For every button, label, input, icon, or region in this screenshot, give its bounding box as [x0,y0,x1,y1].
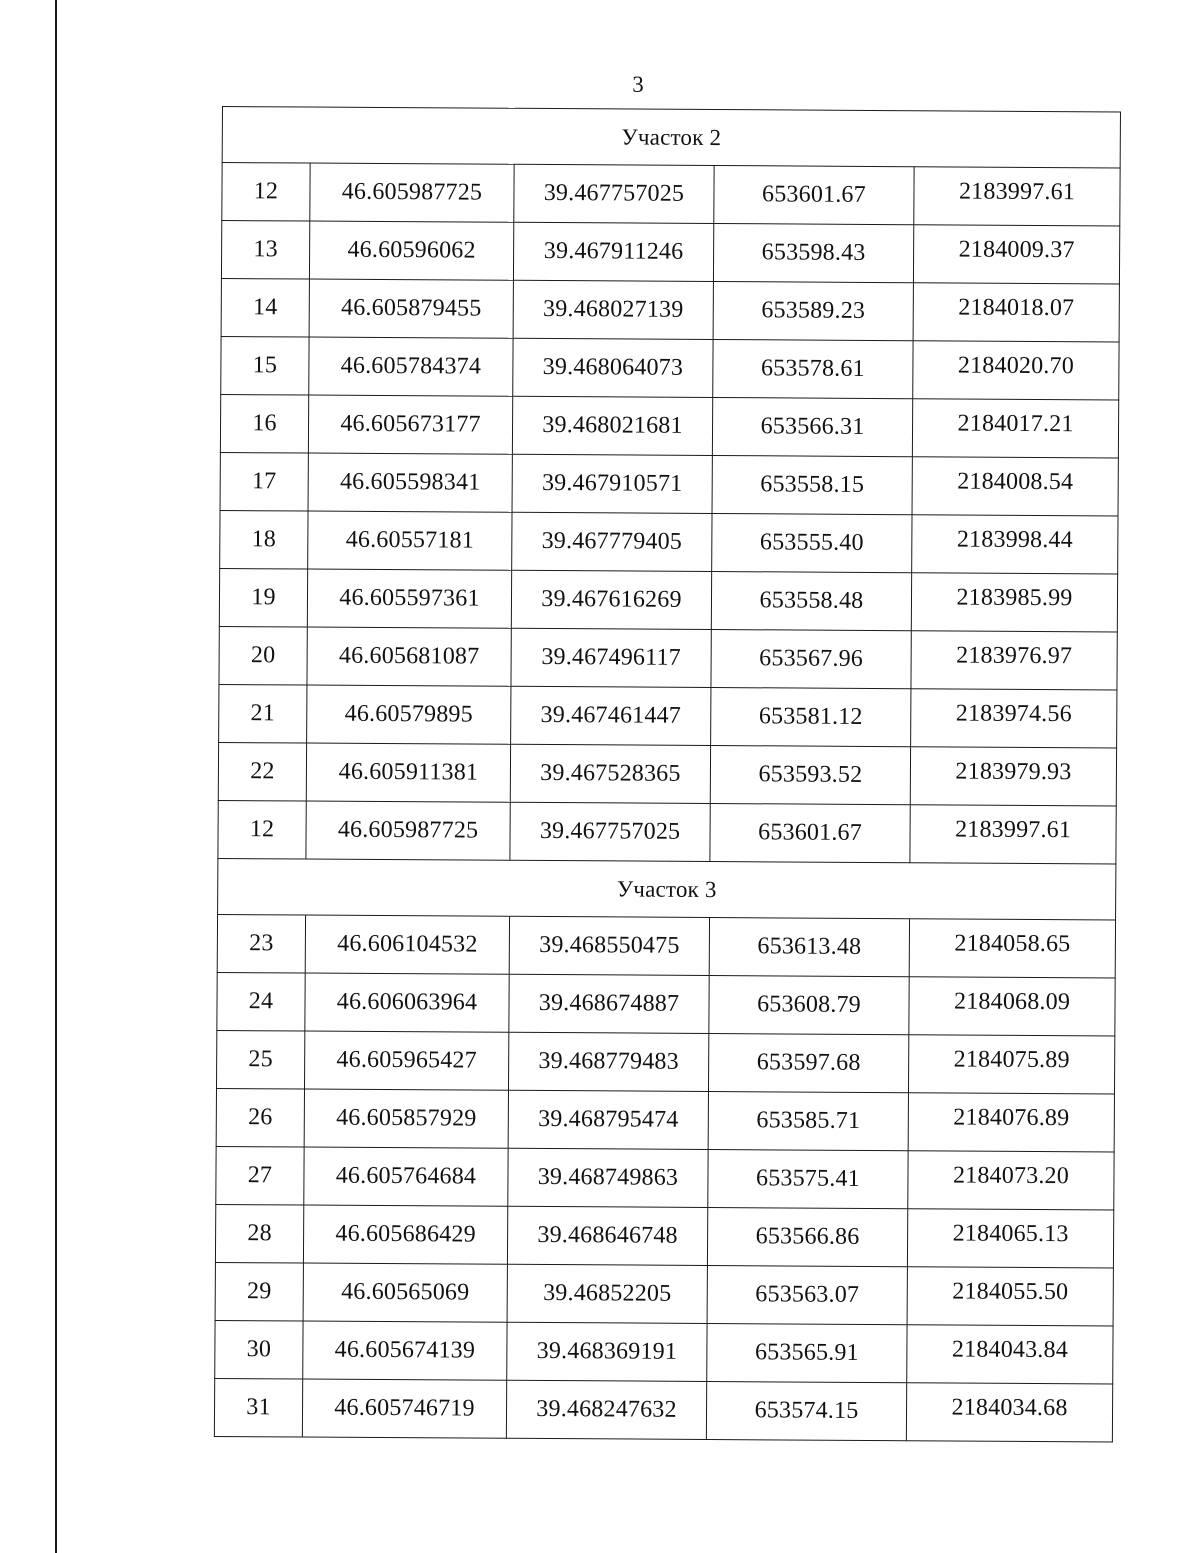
x-coordinate-cell: 653566.31 [712,398,912,457]
y-coordinate-cell [908,1151,1114,1210]
latitude-cell: 46.605686429 [303,1205,507,1264]
table-row [216,1030,1114,1093]
coordinates-table [214,106,1121,1442]
point-number-cell: 22 [218,742,306,801]
x-coordinate-cell: 653597.68 [708,1033,908,1092]
y-coordinate-value: 2184020.70 [957,352,1075,380]
x-coordinate-cell: 653558.48 [711,571,911,630]
longitude-cell: 39.468646748 [507,1206,707,1265]
longitude-cell: 39.467496117 [511,628,711,687]
latitude-cell: 46.60557181 [308,511,512,570]
y-coordinate-value: 2184043.84 [951,1336,1069,1364]
latitude-cell: 46.605681087 [307,627,511,686]
y-coordinate-cell [911,573,1117,632]
longitude-cell: 39.467910571 [512,454,712,513]
latitude-cell: 46.60579895 [307,685,511,744]
point-number-cell: 25 [216,1030,304,1089]
y-coordinate-value: 2183985.99 [956,584,1073,612]
longitude-cell: 39.468779483 [508,1032,708,1091]
y-coordinate-value: 2184076.89 [953,1104,1070,1132]
longitude-cell: 39.467461447 [511,686,711,745]
y-coordinate-value: 2184034.68 [951,1394,1068,1422]
y-coordinate-cell [909,919,1115,978]
point-number-cell: 17 [220,452,308,511]
coordinates-table-body [214,107,1120,1442]
latitude-cell: 46.605784374 [309,337,513,396]
x-coordinate-cell: 653593.52 [710,745,910,804]
point-number-cell: 19 [219,568,307,627]
x-coordinate-cell: 653575.41 [708,1149,908,1208]
x-coordinate-cell: 653589.23 [713,282,913,341]
longitude-cell: 39.468369191 [507,1322,707,1381]
table-row [219,684,1117,747]
latitude-cell: 46.605987725 [310,163,514,222]
section-header-row [222,107,1120,168]
y-coordinate-cell [907,1209,1113,1268]
point-number-cell: 20 [219,626,307,685]
y-coordinate-cell [912,399,1118,458]
y-coordinate-cell [908,1093,1114,1152]
page-number: 3 [632,72,644,97]
table-row [217,972,1115,1035]
x-coordinate-cell: 653555.40 [712,514,912,573]
longitude-cell: 39.467616269 [511,570,711,629]
y-coordinate-value: 2184068.09 [953,988,1071,1016]
latitude-cell: 46.606063964 [305,973,509,1032]
point-number-cell: 16 [220,394,308,453]
point-number-cell: 26 [216,1088,304,1147]
latitude-cell: 46.605987725 [306,801,510,860]
longitude-cell: 39.467528365 [510,744,710,803]
point-number-cell: 13 [221,221,309,280]
y-coordinate-value: 2183997.61 [958,178,1076,206]
x-coordinate-cell: 653558.15 [712,456,912,515]
latitude-cell: 46.605597361 [307,569,511,628]
table-row [215,1262,1113,1325]
table-row [216,1088,1114,1151]
section-title: Участок 2 [222,107,1120,168]
y-coordinate-value: 2184075.89 [953,1046,1070,1074]
table-row [214,1378,1112,1441]
x-coordinate-cell: 653581.12 [711,687,911,746]
table-row [216,1146,1114,1209]
point-number-cell: 31 [214,1378,302,1437]
table-row [220,510,1118,573]
point-number-cell: 23 [217,914,305,973]
y-coordinate-cell [913,225,1119,284]
table-row [218,742,1116,805]
table-row [218,800,1116,863]
y-coordinate-cell [912,457,1118,516]
longitude-cell: 39.467911246 [513,222,713,281]
x-coordinate-cell: 653601.67 [710,803,910,862]
y-coordinate-value: 2184055.50 [952,1278,1069,1306]
table-row [219,568,1117,631]
y-coordinate-cell [908,1035,1114,1094]
y-coordinate-value: 2184017.21 [957,410,1074,438]
point-number-cell: 12 [218,800,306,859]
table-row [221,221,1119,284]
y-coordinate-value: 2183997.61 [955,816,1072,844]
latitude-cell: 46.605673177 [308,395,512,454]
x-coordinate-cell: 653578.61 [713,340,913,399]
y-coordinate-cell [907,1267,1113,1326]
latitude-cell: 46.605746719 [302,1379,506,1438]
y-coordinate-cell [910,805,1116,864]
latitude-cell: 46.60596062 [309,221,513,280]
point-number-cell: 30 [215,1320,303,1379]
latitude-cell: 46.605674139 [303,1321,507,1380]
latitude-cell: 46.605857929 [304,1089,508,1148]
x-coordinate-cell: 653567.96 [711,629,911,688]
table-row [222,163,1120,226]
longitude-cell: 39.468749863 [508,1148,708,1207]
y-coordinate-value: 2184018.07 [958,294,1075,322]
longitude-cell: 39.468064073 [513,338,713,397]
x-coordinate-cell: 653608.79 [709,975,909,1034]
latitude-cell: 46.605764684 [304,1147,508,1206]
y-coordinate-value: 2184009.37 [958,236,1075,264]
x-coordinate-cell: 653601.67 [714,166,914,225]
latitude-cell: 46.606104532 [305,915,509,974]
point-number-cell: 15 [221,336,309,395]
y-coordinate-cell [914,167,1120,226]
x-coordinate-cell: 653574.15 [706,1381,906,1440]
x-coordinate-cell: 653566.86 [707,1207,907,1266]
table-row [219,626,1117,689]
y-coordinate-value: 2183974.56 [955,700,1072,728]
longitude-cell: 39.468027139 [513,280,713,339]
point-number-cell: 28 [215,1204,303,1263]
x-coordinate-cell: 653613.48 [709,917,909,976]
latitude-cell: 46.605879455 [309,279,513,338]
y-coordinate-cell [907,1325,1113,1384]
table-row [217,914,1115,977]
table-row [220,394,1118,457]
point-number-cell: 24 [217,972,305,1031]
longitude-cell: 39.467757025 [510,802,710,861]
longitude-cell: 39.46852205 [507,1264,707,1323]
y-coordinate-cell [913,283,1119,342]
point-number-cell: 21 [219,684,307,743]
y-coordinate-value: 2184065.13 [952,1220,1069,1248]
point-number-cell: 27 [216,1146,304,1205]
y-coordinate-value: 2183979.93 [955,758,1072,786]
coordinates-sheet [214,106,1120,1442]
binding-margin-line [55,0,57,1553]
y-coordinate-value: 2184058.65 [954,930,1071,958]
x-coordinate-cell: 653565.91 [707,1323,907,1382]
longitude-cell: 39.468795474 [508,1090,708,1149]
table-row [215,1204,1113,1267]
latitude-cell: 46.605965427 [304,1031,508,1090]
point-number-cell: 14 [221,278,309,337]
longitude-cell: 39.468247632 [506,1380,706,1439]
point-number-cell: 18 [220,510,308,569]
point-number-cell: 29 [215,1262,303,1321]
latitude-cell: 46.60565069 [303,1263,507,1322]
x-coordinate-cell: 653598.43 [713,224,913,283]
table-row [221,278,1119,341]
y-coordinate-cell [911,631,1117,690]
longitude-cell: 39.468550475 [509,916,709,975]
y-coordinate-value: 2184008.54 [957,468,1074,496]
latitude-cell: 46.605598341 [308,453,512,512]
y-coordinate-cell [911,689,1117,748]
y-coordinate-value: 2184073.20 [952,1162,1070,1190]
longitude-cell: 39.468021681 [512,396,712,455]
table-row [221,336,1119,399]
y-coordinate-cell [913,341,1119,400]
y-coordinate-value: 2183976.97 [956,642,1073,670]
section-header-row [218,858,1116,919]
y-coordinate-value: 2183998.44 [956,526,1073,554]
x-coordinate-cell: 653585.71 [708,1091,908,1150]
longitude-cell: 39.467757025 [514,164,714,223]
longitude-cell: 39.467779405 [512,512,712,571]
section-title: Участок 3 [218,858,1116,919]
y-coordinate-cell [909,977,1115,1036]
longitude-cell: 39.468674887 [509,974,709,1033]
latitude-cell: 46.605911381 [306,743,510,802]
table-row [220,452,1118,515]
y-coordinate-cell [906,1383,1112,1442]
x-coordinate-cell: 653563.07 [707,1265,907,1324]
point-number-cell: 12 [222,163,310,222]
table-row [215,1320,1113,1383]
y-coordinate-cell [912,515,1118,574]
y-coordinate-cell [910,747,1116,806]
